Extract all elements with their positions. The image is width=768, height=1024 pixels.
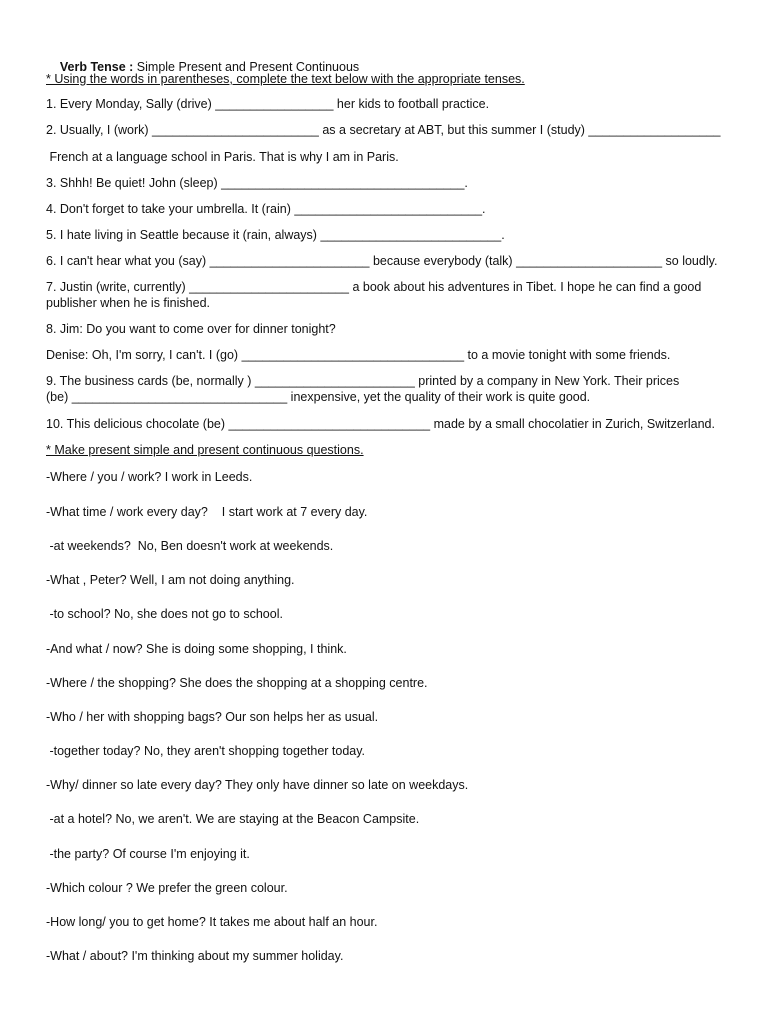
exercise-item-3: 3. Shhh! Be quiet! John (sleep) ___________________________________. bbox=[46, 176, 468, 190]
question-line-6: -And what / now? She is doing some shopping, I think. bbox=[46, 642, 347, 656]
question-line-5: -to school? No, she does not go to school. bbox=[46, 607, 283, 621]
exercise-item-10: 10. This delicious chocolate (be) _____________________________ made by a small chocolatier in Zurich, Switzerland. bbox=[46, 417, 715, 431]
worksheet-title bbox=[46, 43, 360, 74]
exercise-item-4: 4. Don't forget to take your umbrella. It (rain) ___________________________. bbox=[46, 202, 486, 216]
question-line-2: -What time / work every day? I start work at 7 every day. bbox=[46, 505, 368, 519]
question-line-3: -at weekends? No, Ben doesn't work at weekends. bbox=[46, 539, 334, 553]
exercise-1-instruction: * Using the words in parentheses, complete the text below with the appropriate tenses. bbox=[46, 72, 525, 86]
question-line-4: -What , Peter? Well, I am not doing anything. bbox=[46, 573, 295, 587]
question-line-8: -Who / her with shopping bags? Our son helps her as usual. bbox=[46, 710, 379, 724]
exercise-item-7: 7. Justin (write, currently) _______________________ a book about his adventures in Tibet. I hope he can find a good bbox=[46, 280, 702, 294]
exercise-item-8-reply: Denise: Oh, I'm sorry, I can't. I (go) ________________________________ to a movie tonight with some friends. bbox=[46, 348, 671, 362]
exercise-2-instruction: * Make present simple and present continuous questions. bbox=[46, 443, 364, 457]
exercise-item-2-continued: French at a language school in Paris. That is why I am in Paris. bbox=[46, 150, 399, 164]
question-line-1: -Where / you / work? I work in Leeds. bbox=[46, 470, 253, 484]
title-label: Verb Tense : bbox=[59, 60, 134, 74]
exercise-item-9-continued: (be) _______________________________ inexpensive, yet the quality of their work is quite good. bbox=[46, 390, 591, 404]
exercise-item-2: 2. Usually, I (work) ________________________ as a secretary at ABT, but this summer I (study) ___________________ bbox=[46, 123, 721, 137]
exercise-item-9: 9. The business cards (be, normally ) _______________________ printed by a company in New York. Their prices bbox=[46, 374, 680, 388]
exercise-item-8: 8. Jim: Do you want to come over for dinner tonight? bbox=[46, 322, 336, 336]
question-line-14: -How long/ you to get home? It takes me about half an hour. bbox=[46, 915, 378, 929]
question-line-9: -together today? No, they aren't shopping together today. bbox=[46, 744, 366, 758]
exercise-item-7-continued: publisher when he is finished. bbox=[46, 296, 210, 310]
exercise-item-6: 6. I can't hear what you (say) _______________________ because everybody (talk) _____________________ so loudly. bbox=[46, 254, 718, 268]
title-subject: Simple Present and Present Continuous bbox=[133, 60, 360, 74]
exercise-item-5: 5. I hate living in Seattle because it (rain, always) __________________________. bbox=[46, 228, 505, 242]
question-line-13: -Which colour ? We prefer the green colour. bbox=[46, 881, 288, 895]
question-line-11: -at a hotel? No, we aren't. We are staying at the Beacon Campsite. bbox=[46, 812, 420, 826]
question-line-10: -Why/ dinner so late every day? They only have dinner so late on weekdays. bbox=[46, 778, 469, 792]
question-line-15: -What / about? I'm thinking about my summer holiday. bbox=[46, 949, 344, 963]
question-line-7: -Where / the shopping? She does the shopping at a shopping centre. bbox=[46, 676, 428, 690]
exercise-item-1: 1. Every Monday, Sally (drive) _________________ her kids to football practice. bbox=[46, 97, 490, 111]
question-line-12: -the party? Of course I'm enjoying it. bbox=[46, 847, 250, 861]
